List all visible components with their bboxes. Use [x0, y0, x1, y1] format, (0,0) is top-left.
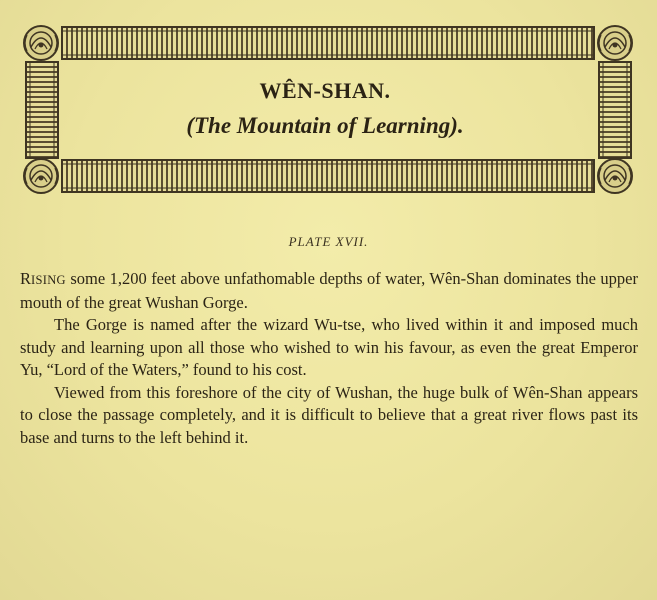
corner-shell-top-left — [24, 26, 58, 60]
plate-label: PLATE XVII. — [288, 234, 369, 249]
frame-top-rail — [62, 27, 594, 59]
corner-shell-bottom-right — [598, 159, 632, 193]
corner-shell-top-right — [598, 26, 632, 60]
corner-shell-bottom-left — [24, 159, 58, 193]
paragraph-3: Viewed from this foreshore of the city of Wushan, the huge bulk of Wên-Shan appears to close the passage completely, and it is difficult to believe that a great river flows past its base and turns to the left behind it. — [20, 382, 638, 447]
title-block — [90, 78, 560, 140]
frame-bottom-rail — [62, 160, 594, 192]
paragraph-2: The Gorge is named after the wizard Wu-tse, who lived within it and imposed much study and learning upon all those who wished to win his favour, as even the great Emperor Yu, “Lord of the Waters,” found to his cost. — [20, 315, 638, 379]
page-subtitle: (The Mountain of Learning). — [186, 113, 464, 138]
paragraph-1 — [20, 268, 638, 314]
body-text — [20, 268, 638, 449]
smallcaps-word: ISING — [31, 273, 66, 287]
frame-left-rail — [26, 62, 58, 158]
drop-initial: R — [20, 269, 32, 288]
paragraph-1-text: some 1,200 feet above unfathomable depths of water, Wên-Shan dominates the upper mouth of the great Wushan Gorge. — [20, 269, 638, 312]
page-title: WÊN-SHAN. — [259, 78, 391, 103]
frame-right-rail — [599, 62, 631, 158]
